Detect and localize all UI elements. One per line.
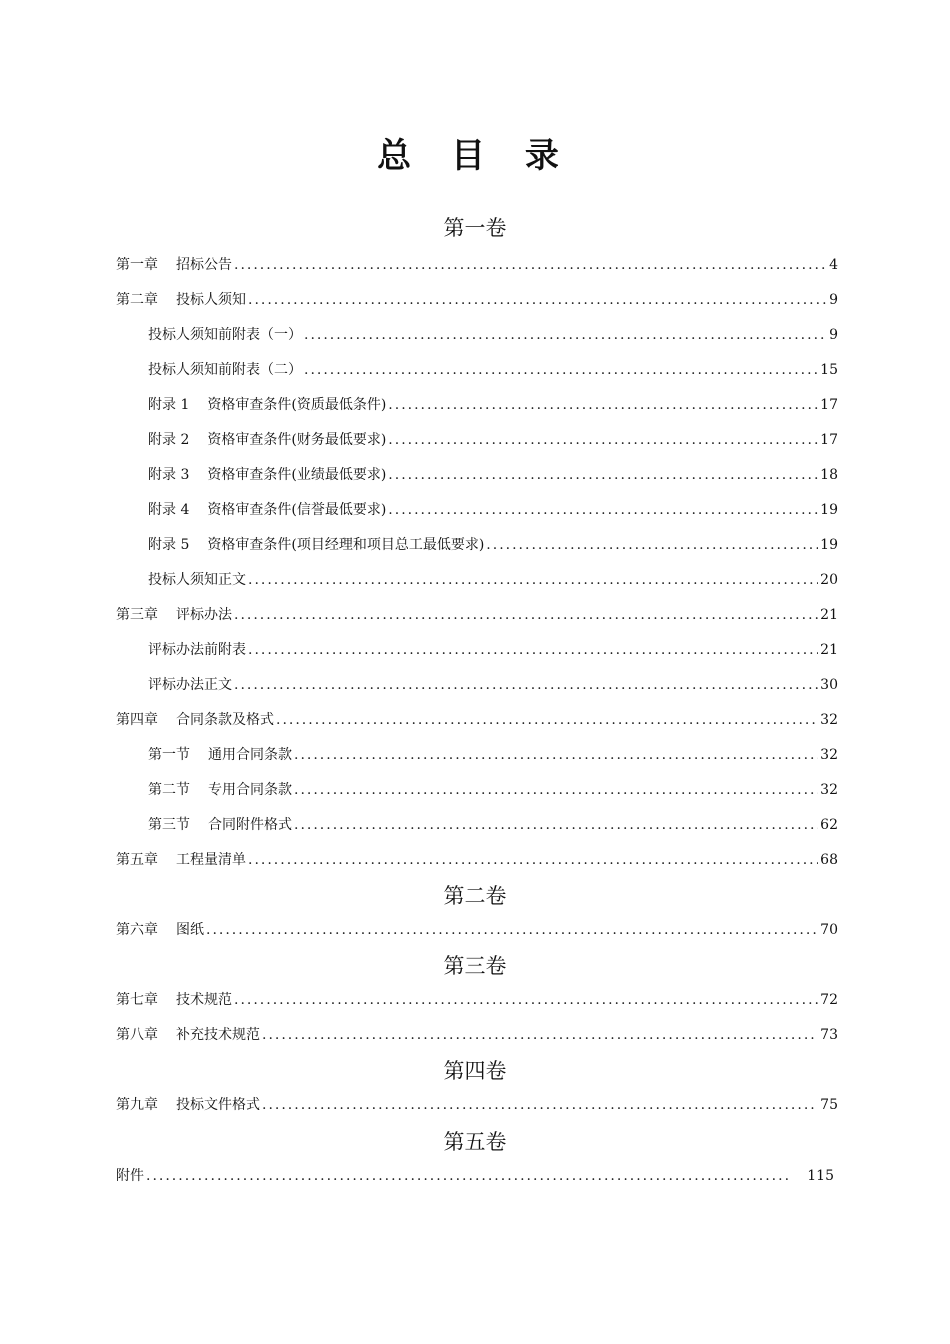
volume-heading: 第三卷 bbox=[443, 954, 507, 978]
entry-number: 第一章 bbox=[116, 257, 158, 273]
entry-number: 附录 4 bbox=[148, 502, 190, 518]
toc-entry[interactable] bbox=[148, 324, 838, 346]
dot-leader bbox=[294, 814, 818, 836]
entry-page: 70 bbox=[820, 922, 838, 938]
entry-page: 21 bbox=[820, 642, 838, 658]
entry-number: 第六章 bbox=[116, 922, 158, 938]
toc-entry[interactable] bbox=[148, 779, 838, 801]
volume-heading: 第一卷 bbox=[443, 216, 507, 240]
entry-page: 4 bbox=[829, 257, 838, 273]
dot-leader bbox=[146, 1165, 791, 1187]
entry-title: 投标人须知 bbox=[176, 292, 246, 308]
dot-leader bbox=[248, 289, 827, 311]
toc-entry[interactable] bbox=[116, 604, 838, 626]
entry-page: 17 bbox=[820, 397, 838, 413]
dot-leader bbox=[486, 534, 818, 556]
entry-page: 19 bbox=[820, 502, 838, 518]
entry-page: 72 bbox=[820, 992, 838, 1008]
volume-heading: 第二卷 bbox=[443, 884, 507, 908]
entry-title: 资格审查条件(信誉最低要求) bbox=[207, 502, 387, 518]
toc-entry[interactable] bbox=[148, 569, 838, 591]
toc-entry[interactable] bbox=[148, 814, 838, 836]
dot-leader bbox=[388, 499, 818, 521]
entry-page: 20 bbox=[820, 572, 838, 588]
entry-title: 合同条款及格式 bbox=[176, 712, 274, 728]
entry-title: 投标文件格式 bbox=[176, 1097, 260, 1113]
dot-leader bbox=[234, 674, 818, 696]
entry-page: 17 bbox=[820, 432, 838, 448]
entry-title: 招标公告 bbox=[176, 257, 232, 273]
entry-number: 第七章 bbox=[116, 992, 158, 1008]
dot-leader bbox=[388, 394, 818, 416]
toc-entry[interactable] bbox=[116, 1165, 834, 1187]
entry-number: 附录 3 bbox=[148, 467, 190, 483]
entry-page: 9 bbox=[829, 292, 838, 308]
toc-entry[interactable] bbox=[148, 674, 838, 696]
dot-leader bbox=[294, 744, 818, 766]
toc-entry[interactable] bbox=[116, 289, 838, 311]
dot-leader bbox=[304, 324, 827, 346]
toc-entry[interactable] bbox=[116, 989, 838, 1011]
toc-entry[interactable] bbox=[116, 254, 838, 276]
toc-entry[interactable] bbox=[148, 429, 838, 451]
entry-title: 评标办法 bbox=[176, 607, 232, 623]
entry-number: 附录 5 bbox=[148, 537, 190, 553]
entry-page: 32 bbox=[820, 712, 838, 728]
dot-leader bbox=[234, 989, 818, 1011]
entry-number: 第八章 bbox=[116, 1027, 158, 1043]
entry-page: 18 bbox=[820, 467, 838, 483]
dot-leader bbox=[294, 779, 818, 801]
entry-number: 第三章 bbox=[116, 607, 158, 623]
dot-leader bbox=[276, 709, 818, 731]
dot-leader bbox=[388, 464, 818, 486]
entry-title: 资格审查条件(资质最低条件) bbox=[207, 397, 387, 413]
volume-heading: 第四卷 bbox=[443, 1059, 507, 1083]
toc-entry[interactable] bbox=[116, 849, 838, 871]
dot-leader bbox=[388, 429, 818, 451]
entry-page: 32 bbox=[820, 782, 838, 798]
dot-leader bbox=[248, 849, 818, 871]
dot-leader bbox=[234, 254, 827, 276]
entry-page: 32 bbox=[820, 747, 838, 763]
toc-entry[interactable] bbox=[148, 464, 838, 486]
entry-number: 第二节 bbox=[148, 782, 190, 798]
entry-number: 附录 2 bbox=[148, 432, 190, 448]
entry-number: 第四章 bbox=[116, 712, 158, 728]
dot-leader bbox=[248, 569, 818, 591]
entry-number: 第一节 bbox=[148, 747, 190, 763]
toc-entry[interactable] bbox=[148, 534, 838, 556]
entry-page: 19 bbox=[820, 537, 838, 553]
entry-page: 115 bbox=[807, 1168, 834, 1184]
entry-page: 73 bbox=[820, 1027, 838, 1043]
entry-page: 30 bbox=[820, 677, 838, 693]
entry-title: 资格审查条件(财务最低要求) bbox=[207, 432, 387, 448]
page-title: 总 目 录 bbox=[377, 136, 573, 176]
entry-title: 资格审查条件(项目经理和项目总工最低要求) bbox=[207, 537, 485, 553]
toc-entry[interactable] bbox=[148, 359, 838, 381]
dot-leader bbox=[262, 1094, 818, 1116]
toc-entry[interactable] bbox=[116, 1094, 838, 1116]
entry-title: 技术规范 bbox=[176, 992, 232, 1008]
entry-title: 合同附件格式 bbox=[208, 817, 292, 833]
entry-number: 第九章 bbox=[116, 1097, 158, 1113]
dot-leader bbox=[206, 919, 818, 941]
entry-number: 附录 1 bbox=[148, 397, 190, 413]
toc-entry[interactable] bbox=[148, 744, 838, 766]
dot-leader bbox=[234, 604, 818, 626]
entry-title: 资格审查条件(业绩最低要求) bbox=[207, 467, 387, 483]
entry-title: 评标办法前附表 bbox=[148, 642, 246, 658]
entry-title: 补充技术规范 bbox=[176, 1027, 260, 1043]
entry-title: 工程量清单 bbox=[176, 852, 246, 868]
toc-entry[interactable] bbox=[148, 394, 838, 416]
entry-number: 第二章 bbox=[116, 292, 158, 308]
entry-title: 通用合同条款 bbox=[208, 747, 292, 763]
entry-page: 21 bbox=[820, 607, 838, 623]
dot-leader bbox=[262, 1024, 818, 1046]
toc-entry[interactable] bbox=[116, 709, 838, 731]
volume-heading: 第五卷 bbox=[443, 1130, 507, 1154]
toc-entry[interactable] bbox=[148, 639, 838, 661]
toc-entry[interactable] bbox=[148, 499, 838, 521]
entry-number: 第五章 bbox=[116, 852, 158, 868]
entry-title: 投标人须知正文 bbox=[148, 572, 246, 588]
entry-page: 75 bbox=[820, 1097, 838, 1113]
entry-page: 62 bbox=[820, 817, 838, 833]
entry-number: 第三节 bbox=[148, 817, 190, 833]
toc-entry[interactable] bbox=[116, 919, 838, 941]
dot-leader bbox=[248, 639, 818, 661]
entry-title: 投标人须知前附表（二） bbox=[148, 362, 302, 378]
entry-page: 15 bbox=[820, 362, 838, 378]
entry-title: 投标人须知前附表（一） bbox=[148, 327, 302, 343]
entry-title: 专用合同条款 bbox=[208, 782, 292, 798]
entry-page: 9 bbox=[829, 327, 838, 343]
entry-page: 68 bbox=[820, 852, 838, 868]
toc-entry[interactable] bbox=[116, 1024, 838, 1046]
entry-title: 附件 bbox=[116, 1168, 144, 1184]
entry-title: 评标办法正文 bbox=[148, 677, 232, 693]
dot-leader bbox=[304, 359, 818, 381]
entry-title: 图纸 bbox=[176, 922, 204, 938]
